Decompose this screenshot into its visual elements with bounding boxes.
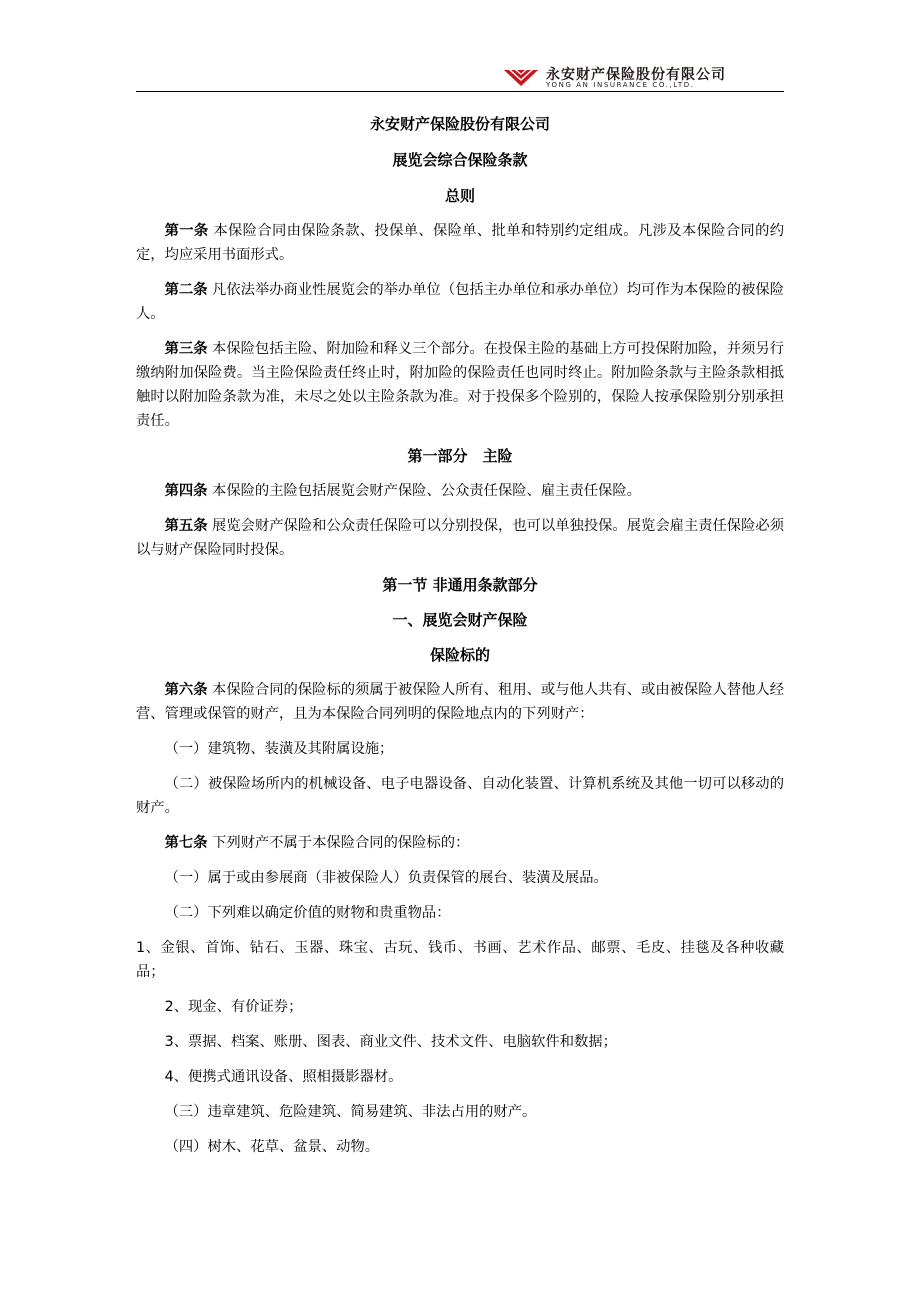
article-1 — [136, 219, 784, 267]
article-1-label: 第一条 — [164, 223, 209, 239]
article-3 — [136, 337, 784, 433]
header-company-en: YONG AN INSURANCE CO.,LTD. — [546, 81, 695, 89]
article-4 — [136, 479, 784, 503]
section-1-heading: 第一节 非通用条款部分 — [382, 576, 538, 594]
article-3-text: 本保险包括主险、附加险和释义三个部分。在投保主险的基础上方可投保附加险，并须另行缴纳附加保险费。当主险保险责任终止时，附加险的保险责任也同时终止。附加险条款与主险条款相抵触时以附加险条款为准，未尽之处以主险条款为准。对于投保多个险别的，保险人按承保险别分别承担责任。 — [136, 341, 785, 429]
article-7-item-2-1: 1、金银、首饰、钻石、玉器、珠宝、古玩、钱币、书画、艺术作品、邮票、毛皮、挂毯及各种收藏品； — [136, 940, 784, 980]
article-7-item-4: （四）树木、花草、盆景、动物。 — [164, 1139, 380, 1155]
article-4-label: 第四条 — [164, 483, 208, 499]
article-7-text: 下列财产不属于本保险合同的保险标的： — [212, 835, 470, 851]
document-body — [136, 112, 784, 1170]
article-7-item-3: （三）违章建筑、危险建筑、简易建筑、非法占用的财产。 — [164, 1104, 537, 1120]
article-6-label: 第六条 — [164, 682, 208, 698]
article-6-item-1: （一）建筑物、装潢及其附属设施； — [164, 741, 394, 757]
article-7-item-2: （二）下列难以确定价值的财物和贵重物品： — [164, 905, 451, 921]
article-5-label: 第五条 — [164, 518, 208, 534]
part-1-heading: 第一部分 主险 — [407, 447, 513, 465]
header-company-cn: 永安财产保险股份有限公司 — [546, 67, 726, 83]
article-2-text: 凡依法举办商业性展览会的举办单位（包括主办单位和承办单位）均可作为本保险的被保险人。 — [136, 282, 785, 322]
article-2 — [136, 278, 784, 326]
subsection-1-heading: 一、展览会财产保险 — [392, 611, 528, 629]
article-5 — [136, 514, 784, 562]
article-7-item-1: （一）属于或由参展商（非被保险人）负责保管的展台、装潢及展品。 — [164, 870, 608, 886]
general-heading: 总则 — [444, 187, 475, 205]
article-7-item-2-2: 2、现金、有价证券； — [164, 999, 303, 1015]
article-2-label: 第二条 — [164, 282, 208, 298]
header-rule — [136, 91, 784, 92]
article-6 — [136, 678, 784, 726]
yongan-logo-icon — [502, 66, 540, 88]
page-header — [136, 60, 784, 94]
article-7-item-2-4: 4、便携式通讯设备、照相摄影器材。 — [164, 1069, 403, 1085]
article-6-text: 本保险合同的保险标的须属于被保险人所有、租用、或与他人共有、或由被保险人替他人经营、管理或保管的财产，且为本保险合同列明的保险地点内的下列财产： — [136, 682, 785, 722]
insured-subject-heading: 保险标的 — [429, 646, 490, 664]
company-title: 永安财产保险股份有限公司 — [369, 115, 550, 133]
article-7-item-2-3: 3、票据、档案、账册、图表、商业文件、技术文件、电脑软件和数据； — [164, 1034, 617, 1050]
article-7-label: 第七条 — [164, 835, 208, 851]
article-3-label: 第三条 — [164, 341, 208, 357]
article-5-text: 展览会财产保险和公众责任保险可以分别投保，也可以单独投保。展览会雇主责任保险必须以与财产保险同时投保。 — [136, 518, 785, 558]
article-6-item-2: （二）被保险场所内的机械设备、电子电器设备、自动化装置、计算机系统及其他一切可以移动的财产。 — [136, 776, 784, 816]
document-title: 展览会综合保险条款 — [392, 151, 528, 169]
article-1-text: 本保险合同由保险条款、投保单、保险单、批单和特别约定组成。凡涉及本保险合同的约定，均应采用书面形式。 — [136, 223, 785, 263]
article-4-text: 本保险的主险包括展览会财产保险、公众责任保险、雇主责任保险。 — [212, 483, 641, 499]
article-7 — [136, 831, 784, 855]
